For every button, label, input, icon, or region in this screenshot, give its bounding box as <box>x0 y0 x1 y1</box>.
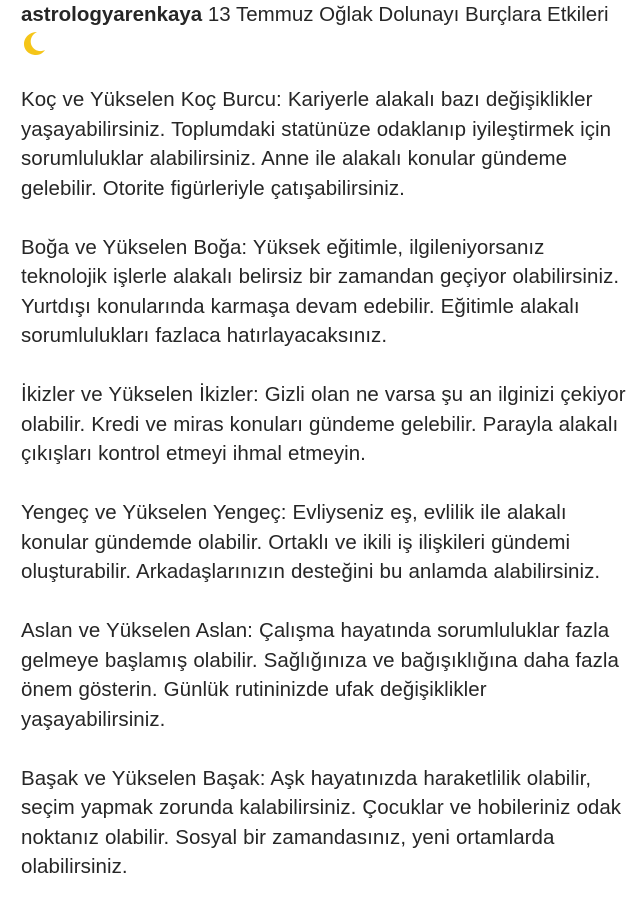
horoscope-paragraph-boga: Boğa ve Yükselen Boğa: Yüksek eğitimle, ilgileniyorsanız teknolojik işlerle alakalı belirsiz bir zamandan geçiyor olabilirsiniz. Yurtdışı konularında karmaşa devam edebilir. Eğitimle alakalı sorumlulukları fazlaca hatırlayacaksınız. <box>21 235 620 347</box>
horoscope-paragraph-ikizler: İkizler ve Yükselen İkizler: Gizli olan ne varsa şu an ilginizi çekiyor olabilir. Kredi ve miras konuları gündeme gelebilir. Parayla alakalı çıkışları kontrol etmeyi ihmal etmeyin. <box>21 383 626 465</box>
username-link[interactable]: astrologyarenkaya <box>21 3 203 26</box>
caption-title: 13 Temmuz Oğlak Dolunayı Burçlara Etkileri <box>207 3 609 26</box>
crescent-moon-icon <box>21 30 47 56</box>
caption-header <box>21 0 633 28</box>
post-caption <box>21 0 633 911</box>
horoscope-paragraph-yengec: Yengeç ve Yükselen Yengeç: Evliyseniz eş, evlilik ile alakalı konular gündemde olabilir. Ortaklı ve ikili iş ilişkileri gündemi oluşturabilir. Arkadaşlarınızın desteğini bu anlamda alabilirsiniz. <box>21 501 601 583</box>
horoscope-paragraph-koc: Koç ve Yükselen Koç Burcu: Kariyerle alakalı bazı değişiklikler yaşayabilirsiniz. Toplumdaki statünüze odaklanıp iyileştirmek için sorumluluklar alabilirsiniz. Anne ile alakalı konular gündeme gelebilir. Otorite figürleriyle çatışabilirsiniz. <box>21 88 612 200</box>
emoji-line <box>21 28 633 58</box>
horoscope-paragraph-basak: Başak ve Yükselen Başak: Aşk hayatınızda haraketlilik olabilir, seçim yapmak zorunda kalabilirsiniz. Çocuklar ve hobileriniz odak noktanız olabilir. Sosyal bir zamandasınız, yeni ortamlarda olabilirsiniz. <box>21 766 622 878</box>
horoscope-paragraph-aslan: Aslan ve Yükselen Aslan: Çalışma hayatında sorumluluklar fazla gelmeye başlamış olabilir. Sağlığınıza ve bağışıklığına daha fazla önem gösterin. Günlük rutininizde ufak değişiklikler yaşayabilirsiniz. <box>21 619 619 731</box>
caption-body <box>21 85 633 882</box>
